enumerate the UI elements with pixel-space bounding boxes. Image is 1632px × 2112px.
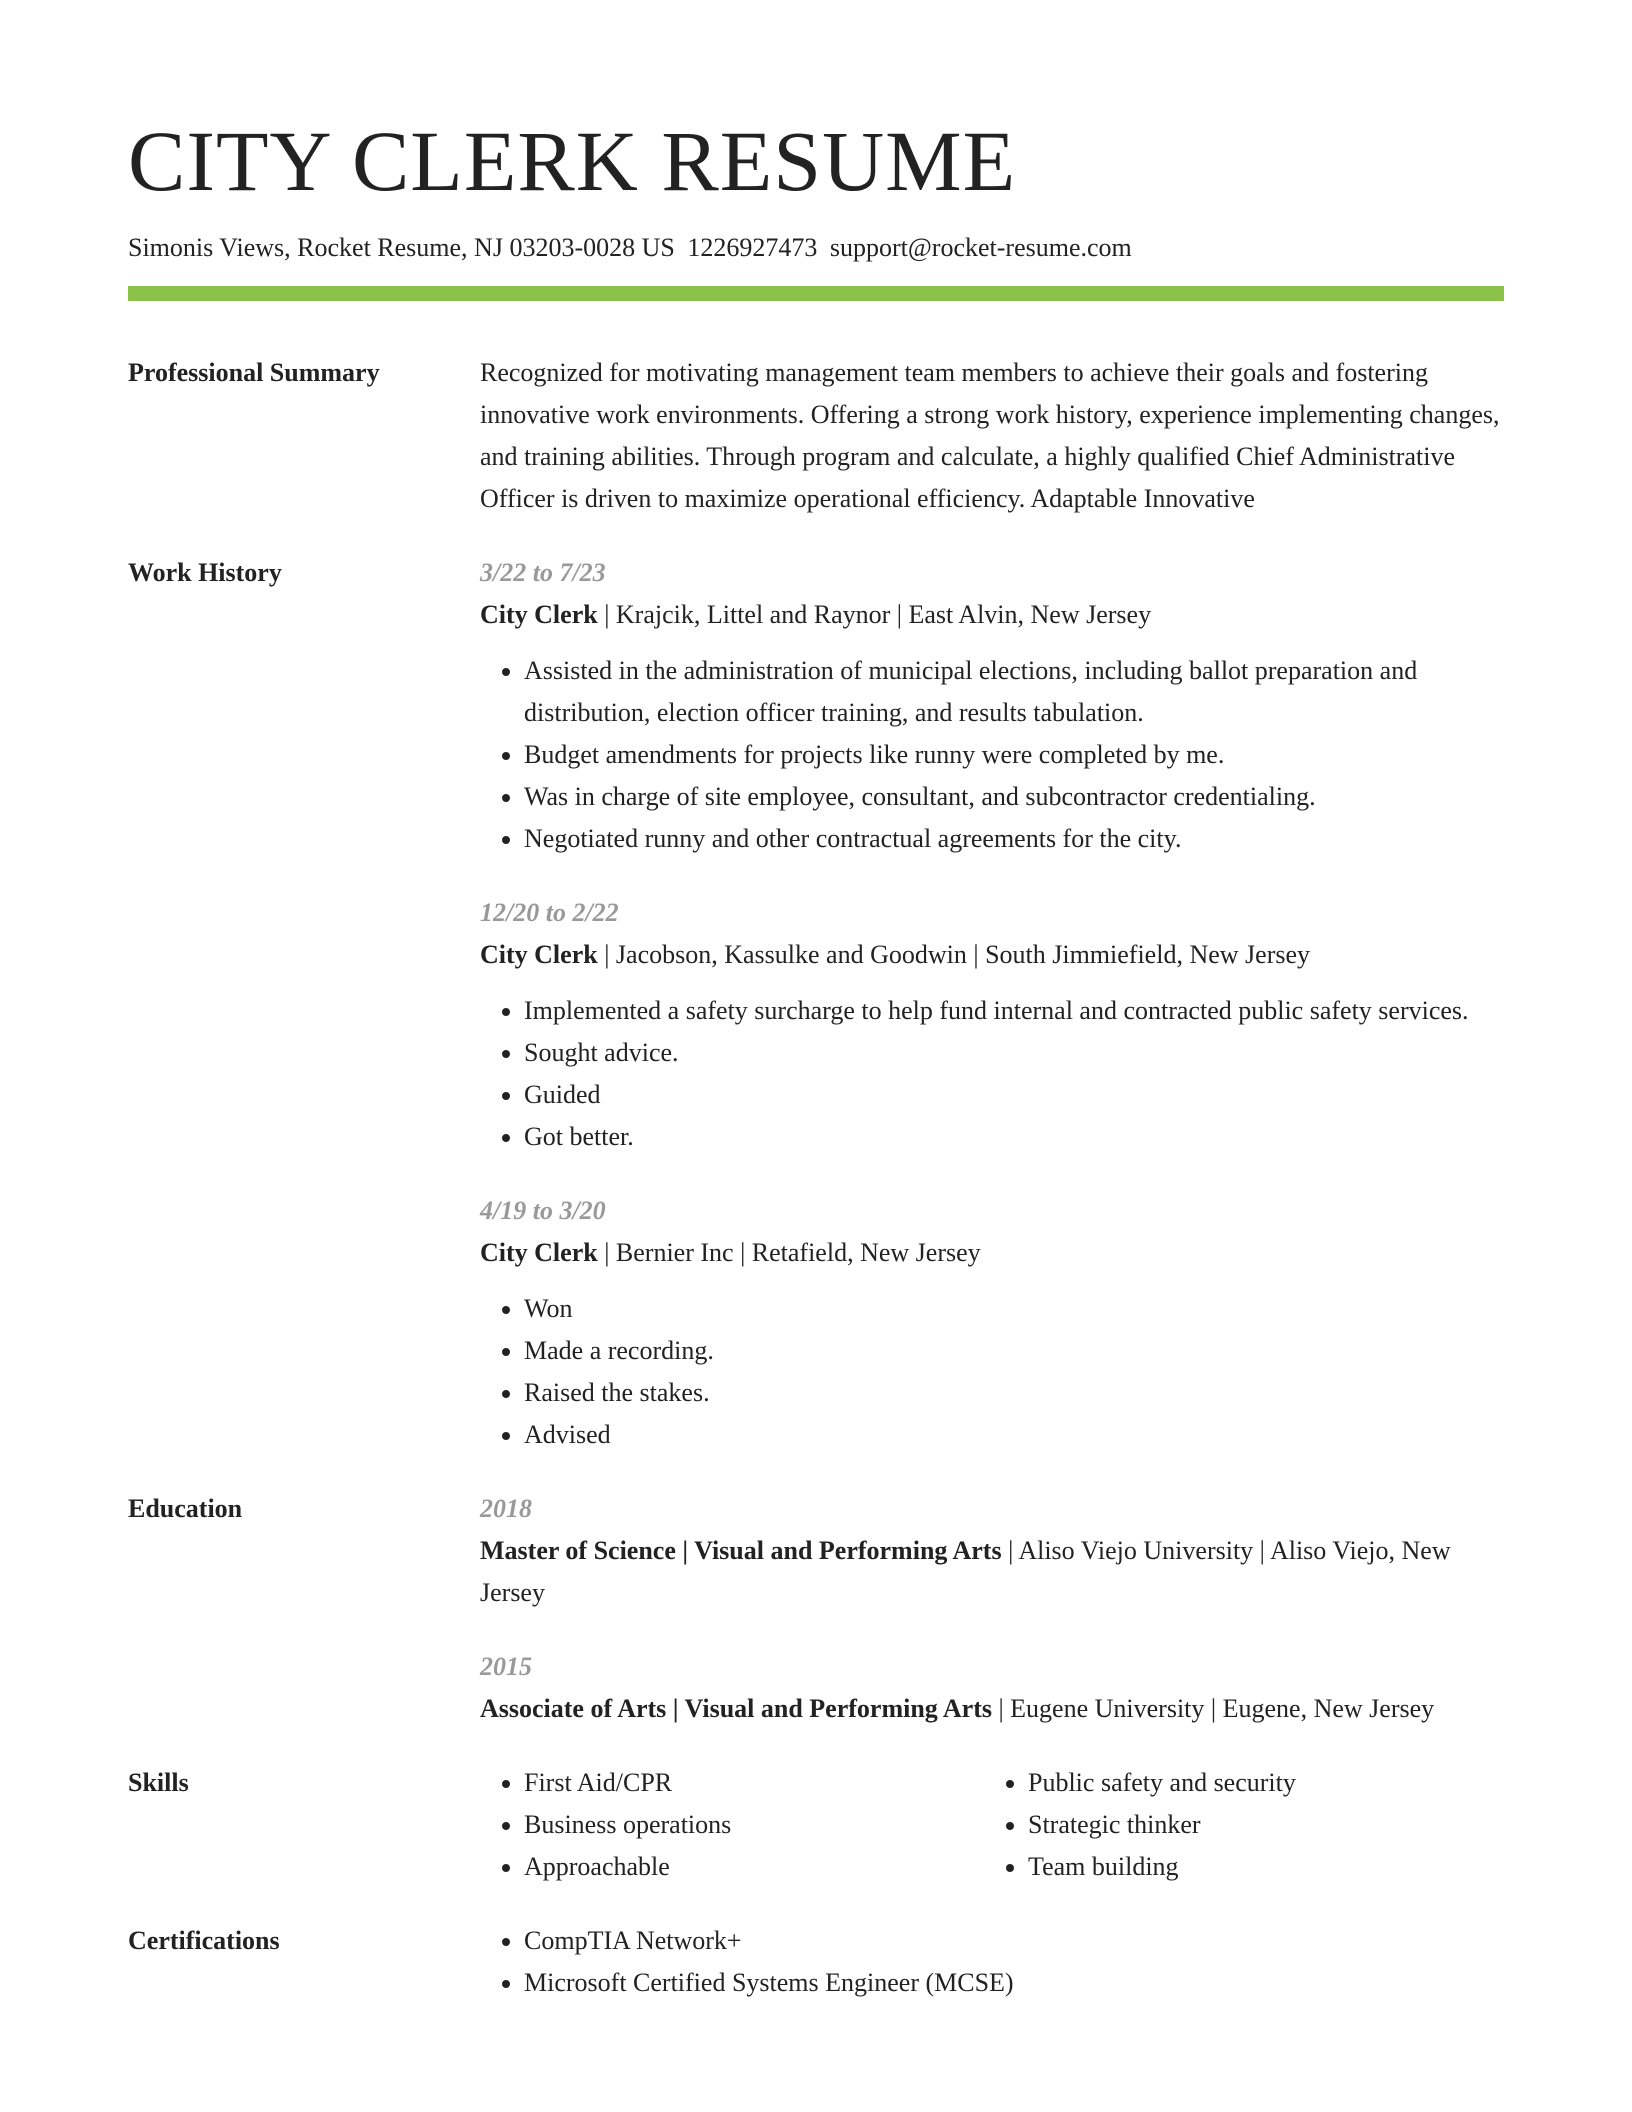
list-item: • Made a recording.: [524, 1330, 1504, 1372]
education-year: 2018: [480, 1494, 532, 1523]
education-heading: [480, 1530, 1504, 1614]
certification-item: • Microsoft Certified Systems Engineer (MCSE): [524, 1962, 1504, 2004]
skills-grid: [480, 1762, 1504, 1888]
contact-address: Simonis Views, Rocket Resume, NJ 03203-0028 US: [128, 233, 675, 262]
education-year: 2015: [480, 1652, 532, 1681]
job-bullets: [480, 1288, 1504, 1456]
job-heading: [480, 594, 1504, 636]
job-bullets: [480, 990, 1504, 1158]
section-body: [480, 352, 1504, 520]
job-heading: [480, 1232, 1504, 1274]
education-heading: [480, 1688, 1504, 1730]
job-title: City Clerk: [480, 600, 598, 629]
certifications-section: [128, 1920, 1504, 2004]
degree-name: Master of Science | Visual and Performing Arts: [480, 1536, 1002, 1565]
education-entry: [480, 1488, 1504, 1614]
contact-line: [128, 232, 1504, 263]
list-item: • Guided: [524, 1074, 1504, 1116]
job-dates: 12/20 to 2/22: [480, 898, 619, 927]
skill-item: • First Aid/CPR: [524, 1762, 984, 1804]
list-item: • Sought advice.: [524, 1032, 1504, 1074]
education-details: | Eugene University | Eugene, New Jersey: [991, 1694, 1435, 1723]
resume-title: CITY CLERK RESUME: [128, 113, 1017, 209]
list-item: • Advised: [524, 1414, 1504, 1456]
list-item: • Assisted in the administration of municipal elections, including ballot preparation and distribution, election officer training, and results tabulation.: [524, 650, 1504, 734]
skills-list: [480, 1762, 984, 1888]
section-label: Certifications: [128, 1926, 280, 1955]
list-item: • Budget amendments for projects like runny were completed by me.: [524, 734, 1504, 776]
degree-name: Associate of Arts | Visual and Performing Arts: [480, 1694, 992, 1723]
job-heading: [480, 934, 1504, 976]
skills-column-right: [984, 1762, 1488, 1888]
section-body: [480, 1920, 1504, 2004]
skills-list: [984, 1762, 1488, 1888]
work-history-section: [128, 552, 1504, 1456]
job-entry: [480, 1190, 1504, 1456]
job-entry: [480, 892, 1504, 1158]
list-item: • Implemented a safety surcharge to help fund internal and contracted public safety services.: [524, 990, 1504, 1032]
job-details: | Jacobson, Kassulke and Goodwin | South Jimmiefield, New Jersey: [597, 940, 1311, 969]
skill-item: • Business operations: [524, 1804, 984, 1846]
section-label: Work History: [128, 558, 282, 587]
list-item: • Won: [524, 1288, 1504, 1330]
job-dates: 3/22 to 7/23: [480, 558, 606, 587]
section-label: Skills: [128, 1768, 189, 1797]
list-item: • Raised the stakes.: [524, 1372, 1504, 1414]
job-details: | Krajcik, Littel and Raynor | East Alvin, New Jersey: [597, 600, 1152, 629]
list-item: • Negotiated runny and other contractual agreements for the city.: [524, 818, 1504, 860]
skills-column-left: [480, 1762, 984, 1888]
resume-header: [128, 113, 1504, 263]
header-divider: [128, 286, 1504, 301]
job-details: | Bernier Inc | Retafield, New Jersey: [597, 1238, 981, 1267]
job-entry: [480, 552, 1504, 860]
contact-email[interactable]: support@rocket-resume.com: [829, 233, 1132, 262]
job-dates: 4/19 to 3/20: [480, 1196, 606, 1225]
certifications-list: [480, 1920, 1504, 2004]
job-title: City Clerk: [480, 1238, 598, 1267]
certification-item: • CompTIA Network+: [524, 1920, 1504, 1962]
job-bullets: [480, 650, 1504, 860]
skill-item: • Approachable: [524, 1846, 984, 1888]
section-body: [480, 1488, 1504, 1730]
summary-section: [128, 352, 1504, 520]
section-label: Professional Summary: [128, 358, 380, 387]
section-body: [480, 552, 1504, 1456]
contact-phone: 1226927473: [687, 233, 818, 262]
skills-section: [128, 1762, 1504, 1888]
resume-content: [128, 352, 1504, 2004]
section-label: Education: [128, 1494, 243, 1523]
skill-item: • Public safety and security: [1028, 1762, 1488, 1804]
education-entry: [480, 1646, 1504, 1730]
job-title: City Clerk: [480, 940, 598, 969]
list-item: • Got better.: [524, 1116, 1504, 1158]
education-section: [128, 1488, 1504, 1730]
summary-text: Recognized for motivating management team members to achieve their goals and fostering innovative work environments. Offering a strong work history, experience implementing changes, and training abilities. Through program and calculate, a highly qualified Chief Administrative Officer is driven to maximize operational efficiency. Adaptable Innovative: [480, 358, 1500, 513]
skill-item: • Team building: [1028, 1846, 1488, 1888]
list-item: • Was in charge of site employee, consultant, and subcontractor credentialing.: [524, 776, 1504, 818]
skill-item: • Strategic thinker: [1028, 1804, 1488, 1846]
education-details: | Aliso Viejo University | Aliso Viejo, New Jersey: [480, 1536, 1451, 1607]
